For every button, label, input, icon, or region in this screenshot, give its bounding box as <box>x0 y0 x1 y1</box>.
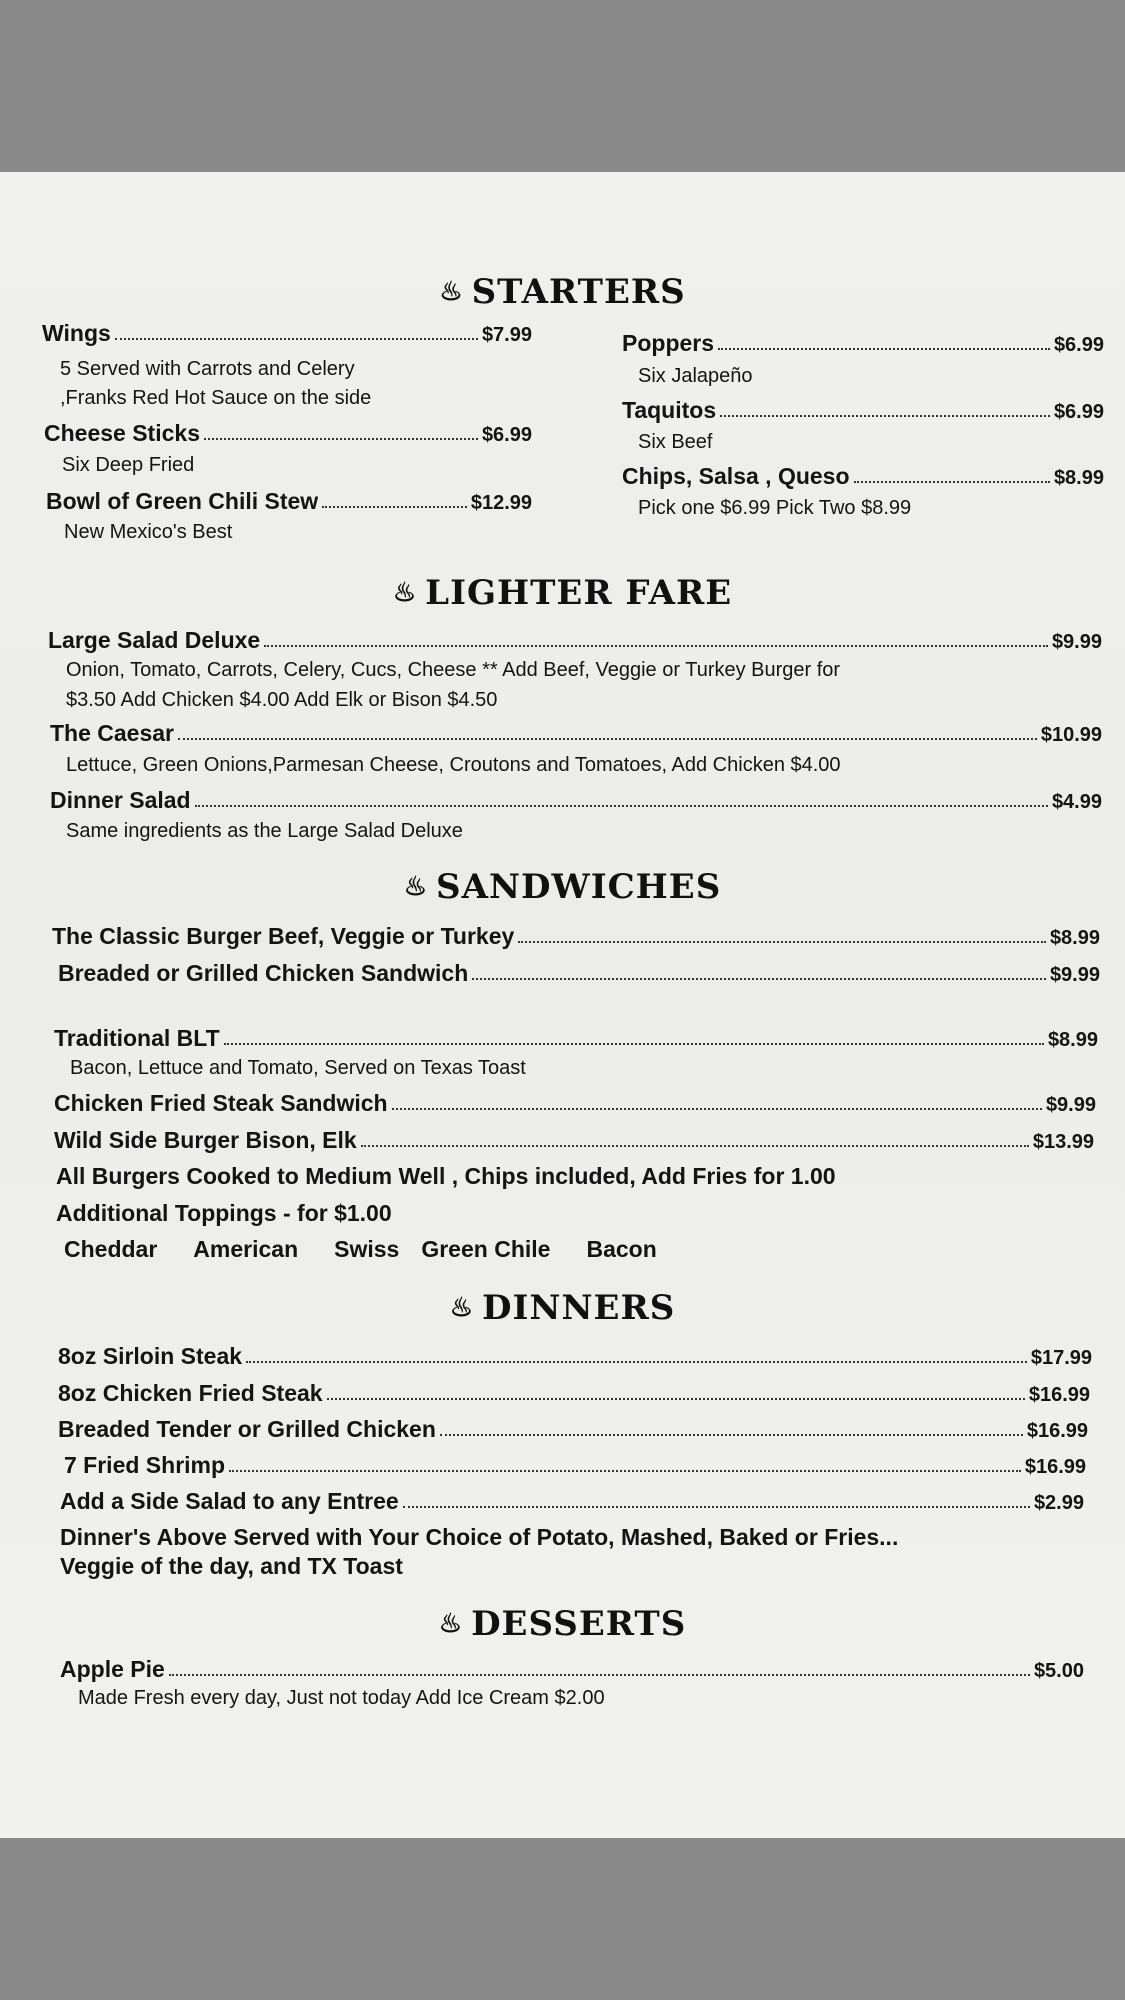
item-description: 5 Served with Carrots and Celery <box>60 358 355 380</box>
item-name: Add a Side Salad to any Entree <box>60 1488 399 1514</box>
leader-dots <box>246 1359 1027 1363</box>
item-price: $6.99 <box>481 424 532 446</box>
leader-dots <box>403 1504 1030 1508</box>
item-description: Made Fresh every day, Just not today Add Ice Cream $2.00 <box>78 1687 605 1709</box>
item-price: $9.99 <box>1049 964 1100 986</box>
burger-note: All Burgers Cooked to Medium Well , Chips included, Add Fries for 1.00 <box>56 1163 836 1189</box>
toppings-note: Additional Toppings - for $1.00 <box>56 1200 392 1226</box>
item-price: $13.99 <box>1032 1131 1094 1153</box>
leader-dots <box>204 436 478 440</box>
item-price: $2.99 <box>1033 1492 1084 1514</box>
item-description: Six Jalapeño <box>638 365 753 387</box>
item-name: Dinner Salad <box>50 787 191 813</box>
item-price: $10.99 <box>1040 724 1102 746</box>
leader-dots <box>224 1041 1044 1045</box>
item-description: Bacon, Lettuce and Tomato, Served on Texas Toast <box>70 1057 526 1079</box>
item-price: $4.99 <box>1051 791 1102 813</box>
item-description: New Mexico's Best <box>64 521 233 543</box>
item-name: Chips, Salsa , Queso <box>622 463 850 489</box>
menu-item-dinner-salad <box>50 787 1102 814</box>
item-name: Wings <box>42 320 111 346</box>
item-description: Pick one $6.99 Pick Two $8.99 <box>638 497 912 519</box>
item-name: 7 Fried Shrimp <box>64 1452 226 1478</box>
chili-pepper-icon: ♨ <box>403 872 429 902</box>
dinner-note-line-2: Veggie of the day, and TX Toast <box>60 1553 403 1579</box>
chili-pepper-icon: ♨ <box>438 1609 464 1639</box>
item-name: 8oz Chicken Fried Steak <box>58 1380 323 1406</box>
leader-dots <box>264 643 1048 647</box>
leader-dots <box>472 976 1046 980</box>
item-description: Six Deep Fried <box>62 454 195 476</box>
item-name: Traditional BLT <box>54 1025 220 1051</box>
item-description: ,Franks Red Hot Sauce on the side <box>60 387 372 409</box>
menu-item-taquitos <box>622 397 1104 424</box>
item-name: The Caesar <box>50 720 175 746</box>
sandwiches-heading: ♨ SANDWICHES <box>403 867 722 907</box>
toppings-list <box>64 1236 693 1263</box>
item-description: $3.50 Add Chicken $4.00 Add Elk or Bison $4.50 <box>66 689 498 711</box>
leader-dots <box>392 1106 1042 1110</box>
menu-item-sirloin-steak <box>58 1343 1092 1370</box>
leader-dots <box>854 479 1050 483</box>
menu-item-wild-side-burger <box>54 1127 1094 1154</box>
chili-pepper-icon: ♨ <box>449 1293 475 1323</box>
menu-item-classic-burger <box>52 923 1100 950</box>
lighter-fare-heading: ♨ LIGHTER FARE <box>392 573 733 613</box>
leader-dots <box>327 1396 1025 1400</box>
item-description: Lettuce, Green Onions,Parmesan Cheese, Croutons and Tomatoes, Add Chicken $4.00 <box>66 754 841 776</box>
item-name: Taquitos <box>622 397 717 423</box>
menu-item-apple-pie <box>60 1656 1084 1683</box>
topping-cheddar: Cheddar <box>64 1236 158 1262</box>
leader-dots <box>322 504 467 508</box>
menu-item-poppers <box>622 330 1104 357</box>
menu-item-chicken-fried-steak-sandwich <box>54 1090 1096 1117</box>
item-description: Onion, Tomato, Carrots, Celery, Cucs, Cheese ** Add Beef, Veggie or Turkey Burger for <box>66 659 841 681</box>
chili-pepper-icon: ♨ <box>439 277 464 307</box>
item-price: $6.99 <box>1053 334 1104 356</box>
leader-dots <box>195 803 1048 807</box>
item-name: Breaded Tender or Grilled Chicken <box>58 1416 436 1442</box>
menu-item-traditional-blt <box>54 1025 1098 1052</box>
leader-dots <box>361 1143 1029 1147</box>
leader-dots <box>115 336 478 340</box>
menu-item-side-salad <box>60 1488 1084 1515</box>
topping-bacon: Bacon <box>586 1236 657 1262</box>
item-price: $8.99 <box>1053 467 1104 489</box>
item-price: $9.99 <box>1051 631 1102 653</box>
item-price: $16.99 <box>1028 1384 1090 1406</box>
menu-item-the-caesar <box>50 720 1102 747</box>
menu-item-chicken-sandwich <box>58 960 1100 987</box>
leader-dots <box>440 1432 1023 1436</box>
menu-item-large-salad-deluxe <box>48 627 1102 654</box>
menu-item-chicken-fried-steak <box>58 1380 1090 1407</box>
item-name: Large Salad Deluxe <box>48 627 261 653</box>
item-name: 8oz Sirloin Steak <box>58 1343 243 1369</box>
item-price: $16.99 <box>1024 1456 1086 1478</box>
menu-item-grilled-chicken <box>58 1416 1088 1443</box>
item-name: Bowl of Green Chili Stew <box>46 488 319 514</box>
menu-item-green-chili-stew <box>46 488 532 515</box>
leader-dots <box>718 346 1050 350</box>
dinner-note-line-1: Dinner's Above Served with Your Choice of Potato, Mashed, Baked or Fries... <box>60 1524 899 1550</box>
item-price: $9.99 <box>1045 1094 1096 1116</box>
menu-item-fried-shrimp <box>64 1452 1086 1479</box>
starters-heading: ♨ STARTERS <box>439 272 686 312</box>
leader-dots <box>518 939 1046 943</box>
desserts-heading: ♨ DESSERTS <box>438 1604 687 1644</box>
leader-dots <box>229 1468 1021 1472</box>
item-price: $6.99 <box>1053 401 1104 423</box>
topping-green-chile: Green Chile <box>421 1236 551 1262</box>
item-price: $7.99 <box>481 324 532 346</box>
item-name: Poppers <box>622 330 715 356</box>
menu-item-chips-salsa-queso <box>622 463 1104 490</box>
item-name: Cheese Sticks <box>44 420 200 446</box>
topping-swiss: Swiss <box>334 1236 400 1262</box>
leader-dots <box>169 1672 1030 1676</box>
topping-american: American <box>193 1236 299 1262</box>
item-name: Chicken Fried Steak Sandwich <box>54 1090 388 1116</box>
leader-dots <box>178 736 1037 740</box>
item-price: $8.99 <box>1049 927 1100 949</box>
menu-item-wings <box>42 320 532 347</box>
item-name: The Classic Burger Beef, Veggie or Turkey <box>52 923 515 949</box>
leader-dots <box>720 413 1050 417</box>
item-price: $16.99 <box>1026 1420 1088 1442</box>
item-price: $8.99 <box>1047 1029 1098 1051</box>
item-price: $5.00 <box>1033 1660 1084 1682</box>
item-price: $12.99 <box>470 492 532 514</box>
dinners-heading: ♨ DINNERS <box>449 1288 676 1328</box>
item-description: Six Beef <box>638 431 713 453</box>
item-name: Wild Side Burger Bison, Elk <box>54 1127 357 1153</box>
item-name: Breaded or Grilled Chicken Sandwich <box>58 960 469 986</box>
item-description: Same ingredients as the Large Salad Deluxe <box>66 820 463 842</box>
item-name: Apple Pie <box>60 1656 165 1682</box>
chili-pepper-icon: ♨ <box>392 578 418 608</box>
menu-item-cheese-sticks <box>44 420 532 447</box>
item-price: $17.99 <box>1030 1347 1092 1369</box>
